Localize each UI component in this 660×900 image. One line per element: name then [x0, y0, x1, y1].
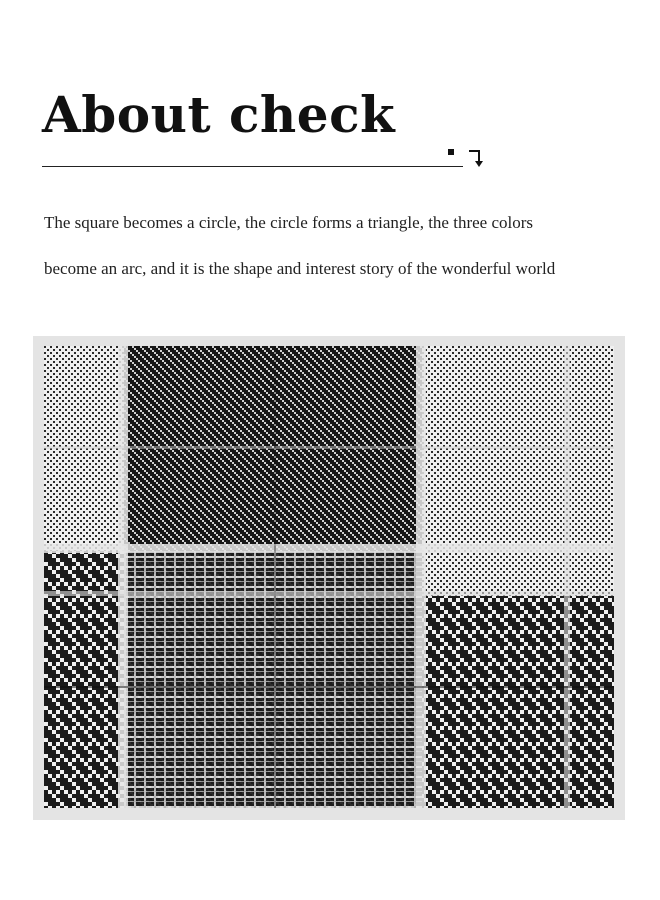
description-line-2: become an arc, and it is the shape and interest story of the wonderful world: [44, 259, 556, 278]
corner-arrow-icon: [445, 146, 489, 170]
title-underline: [42, 166, 463, 167]
page-title: About check: [42, 85, 396, 144]
description-line-1: The square becomes a circle, the circle forms a triangle, the three colors: [44, 213, 533, 232]
description: [44, 200, 644, 292]
glen-check-fabric-image: [44, 346, 614, 808]
